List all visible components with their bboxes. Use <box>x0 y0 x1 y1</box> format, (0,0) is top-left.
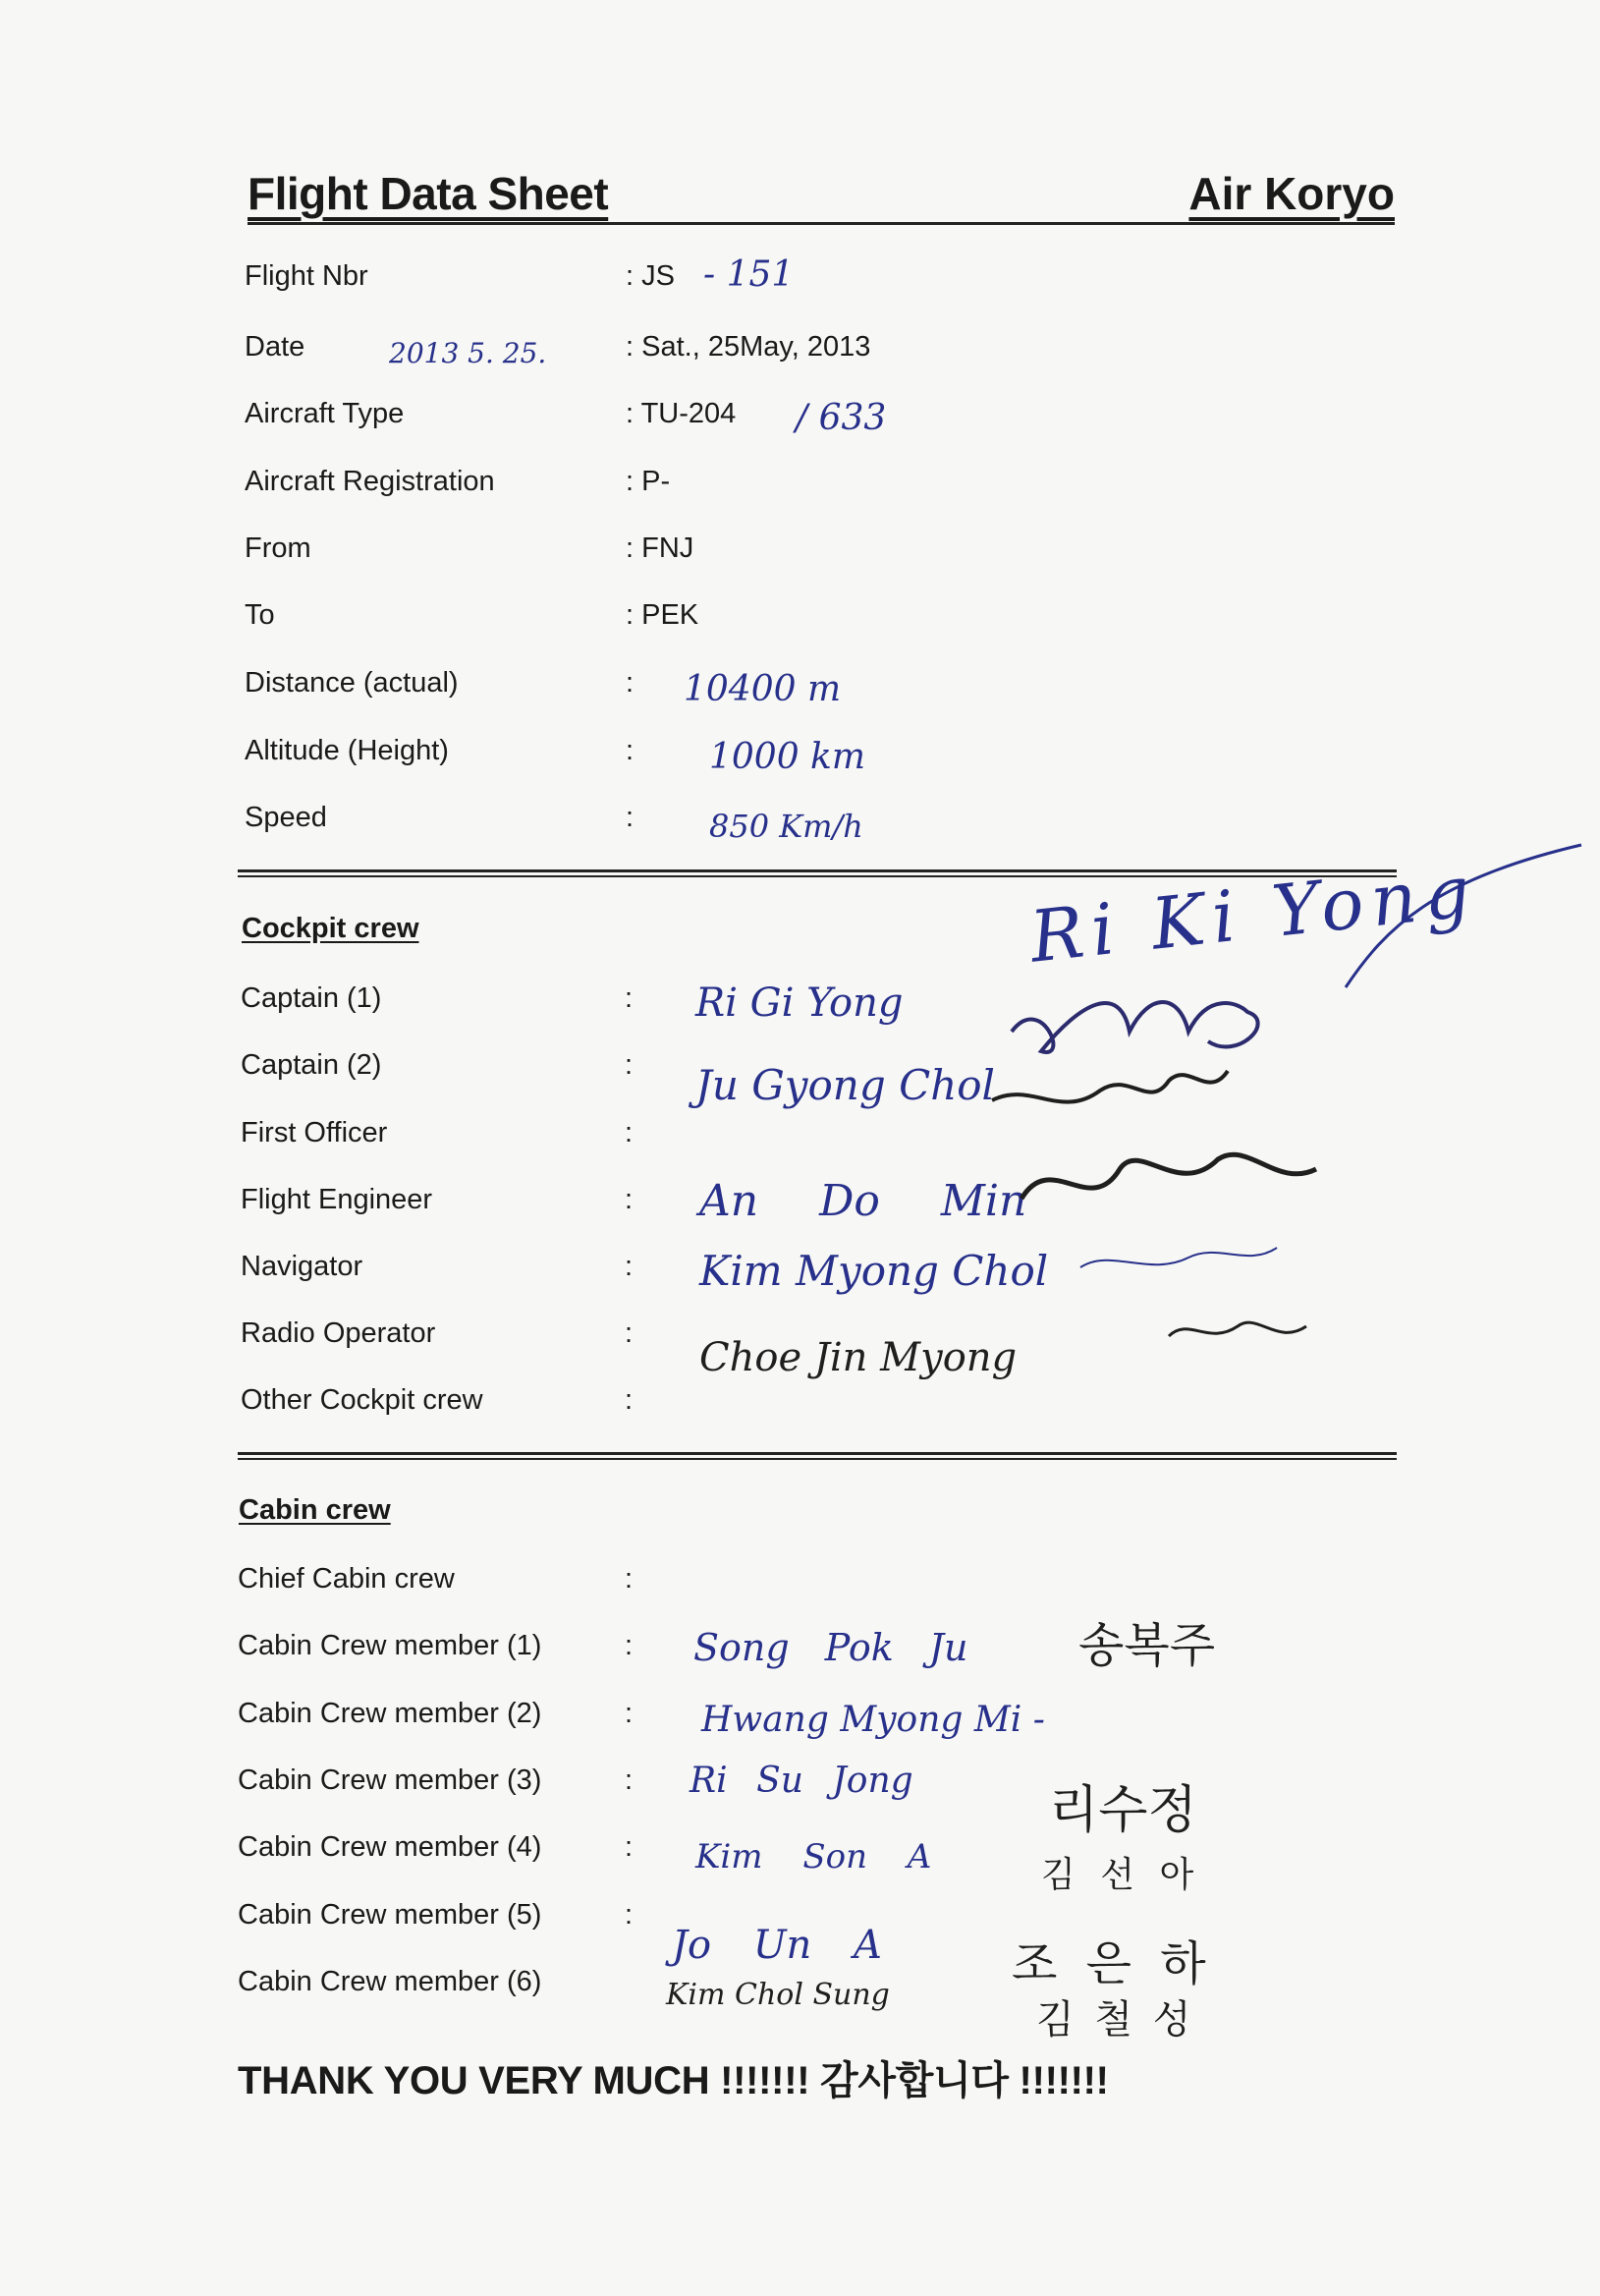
row-to <box>0 599 1600 643</box>
colon: : <box>625 1899 634 1931</box>
signature-korean-cabin-3: 리수정 <box>1049 1781 1197 1840</box>
label-cabin-crew-1: Cabin Crew member (1) <box>238 1630 542 1661</box>
label-cabin-crew-3: Cabin Crew member (3) <box>238 1764 542 1796</box>
handwritten-cabin-crew-3: Ri Su Jong <box>690 1761 913 1801</box>
value-flight-nbr: : JS <box>626 260 675 292</box>
signature-captain-latin: Ri Ki Yong <box>1025 849 1482 979</box>
row-cabin-crew-1 <box>0 1626 1600 1673</box>
label-chief-cabin-crew: Chief Cabin crew <box>238 1563 455 1595</box>
value-to: : PEK <box>626 599 699 631</box>
colon: : <box>625 1630 634 1661</box>
sheet-title: Flight Data Sheet <box>248 168 609 219</box>
signature-korean-cabin-5: 조 은 하 <box>1012 1936 1206 1991</box>
row-cabin-crew-4 <box>0 1831 1600 1875</box>
row-distance <box>0 667 1600 710</box>
label-captain-2: Captain (2) <box>241 1049 382 1081</box>
row-speed <box>0 802 1600 845</box>
label-altitude: Altitude (Height) <box>245 735 449 766</box>
handwritten-cabin-crew-6: Kim Chol Sung <box>666 1978 890 2012</box>
handwritten-distance: 10400 m <box>684 669 842 709</box>
label-flight-nbr: Flight Nbr <box>245 260 368 292</box>
label-distance: Distance (actual) <box>245 667 459 699</box>
label-cabin-crew-4: Cabin Crew member (4) <box>238 1831 542 1863</box>
section-divider <box>238 1452 1397 1460</box>
signature-korean-cabin-1: 송복주 <box>1078 1618 1216 1673</box>
handwritten-aircraft-number: / 633 <box>796 398 887 438</box>
label-flight-engineer: Flight Engineer <box>241 1184 433 1215</box>
signature-korean-cabin-4: 김 선 아 <box>1041 1855 1194 1895</box>
value-date: : Sat., 25May, 2013 <box>626 331 871 363</box>
airline-name: Air Koryo <box>1188 168 1395 219</box>
label-other-cockpit-crew: Other Cockpit crew <box>241 1384 483 1416</box>
row-aircraft-registration <box>0 466 1600 509</box>
thank-you-message: THANK YOU VERY MUCH !!!!!!! 감사합니다 !!!!!!! <box>238 2059 1109 2102</box>
handwritten-flight-engineer: An Do Min <box>699 1176 1027 1226</box>
colon: : <box>625 1117 634 1148</box>
cabin-crew-title: Cabin crew <box>239 1494 391 1526</box>
label-from: From <box>245 532 311 564</box>
label-aircraft-registration: Aircraft Registration <box>245 466 495 497</box>
label-cabin-crew-6: Cabin Crew member (6) <box>238 1966 542 1997</box>
colon: : <box>625 1251 634 1282</box>
value-from: : FNJ <box>626 532 694 564</box>
value-aircraft-registration: : P- <box>626 466 671 497</box>
label-cabin-crew-2: Cabin Crew member (2) <box>238 1698 542 1729</box>
label-to: To <box>245 599 275 631</box>
row-from <box>0 532 1600 576</box>
row-flight-nbr <box>0 254 1600 304</box>
value-distance: : <box>626 667 634 699</box>
cockpit-crew-title: Cockpit crew <box>242 913 419 944</box>
label-aircraft-type: Aircraft Type <box>245 398 405 429</box>
colon: : <box>625 1764 634 1796</box>
handwritten-date: 2013 5. 25. <box>389 337 547 369</box>
handwritten-captain-1: Ri Gi Yong <box>695 980 904 1026</box>
handwritten-cabin-crew-1: Song Pok Ju <box>693 1626 968 1669</box>
cockpit-signatures <box>982 973 1395 1385</box>
label-date: Date <box>245 331 305 363</box>
label-navigator: Navigator <box>241 1251 363 1282</box>
handwritten-speed: 850 Km/h <box>709 808 863 845</box>
row-cabin-crew-2 <box>0 1698 1600 1741</box>
value-altitude: : <box>626 735 634 766</box>
colon: : <box>625 1831 634 1863</box>
handwritten-radio-operator: Choe Jin Myong <box>699 1335 1018 1380</box>
row-altitude <box>0 735 1600 778</box>
row-cabin-crew-3 <box>0 1761 1600 1808</box>
handwritten-navigator: Kim Myong Chol <box>699 1247 1049 1295</box>
label-speed: Speed <box>245 802 327 833</box>
value-speed: : <box>626 802 634 833</box>
row-cabin-crew-6 <box>0 1966 1600 2012</box>
handwritten-cabin-crew-4: Kim Son A <box>695 1837 932 1876</box>
signature-korean-cabin-6: 김 철 성 <box>1036 1997 1191 2043</box>
colon: : <box>625 1049 634 1081</box>
row-other-cockpit-crew <box>0 1384 1600 1428</box>
colon: : <box>625 1384 634 1416</box>
handwritten-cabin-crew-5: Jo Un A <box>672 1923 882 1968</box>
row-date <box>0 331 1600 374</box>
value-aircraft-type: : TU-204 <box>626 398 737 429</box>
colon: : <box>625 1317 634 1349</box>
label-captain-1: Captain (1) <box>241 982 382 1014</box>
colon: : <box>625 982 634 1014</box>
handwritten-flight-nbr: - 151 <box>703 254 795 295</box>
row-chief-cabin-crew <box>0 1563 1600 1606</box>
signature-flourish <box>1346 840 1581 987</box>
colon: : <box>625 1563 634 1595</box>
handwritten-altitude: 1000 km <box>709 737 866 777</box>
colon: : <box>625 1184 634 1215</box>
row-aircraft-type <box>0 398 1600 441</box>
label-cabin-crew-5: Cabin Crew member (5) <box>238 1899 542 1931</box>
handwritten-cabin-crew-2: Hwang Myong Mi - <box>701 1700 1045 1740</box>
label-first-officer: First Officer <box>241 1117 388 1148</box>
label-radio-operator: Radio Operator <box>241 1317 436 1349</box>
header-rule <box>248 222 1395 225</box>
colon: : <box>625 1698 634 1729</box>
handwritten-captain-2: Ju Gyong Chol <box>695 1061 995 1109</box>
